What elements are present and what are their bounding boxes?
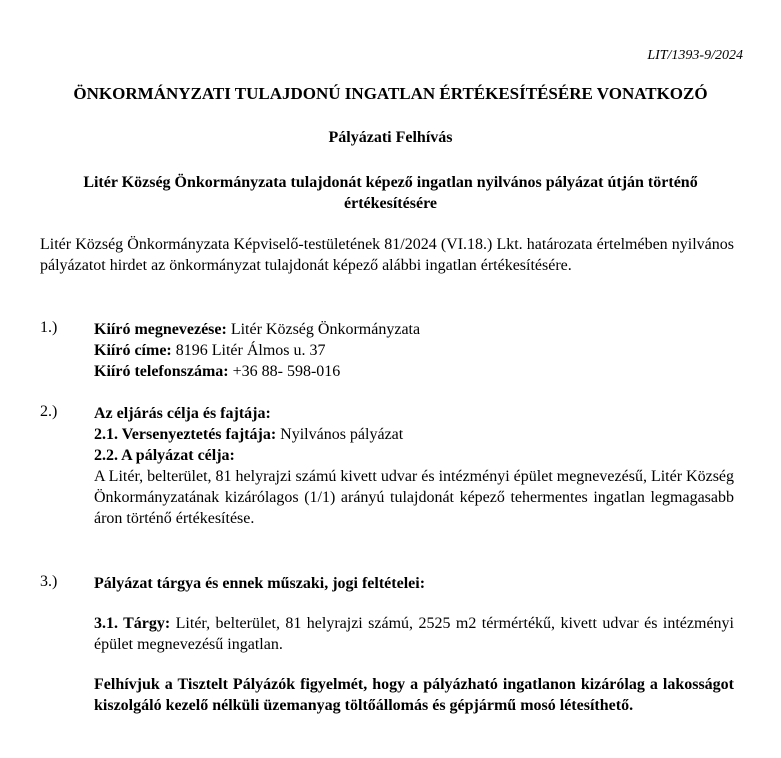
tender-goal-text: A Litér, belterület, 81 helyrajzi számú kivett udvar és intézményi épület megnevezésű, Litér Község Önkormányzatának kizárólagos (1/1) arányú tulajdonát képező tehermentes ingatlan legmagasabb áron történő értékesítése. xyxy=(94,468,735,527)
section-3-number: 3.) xyxy=(40,573,58,590)
subject-text: Litér, belterület, 81 helyrajzi számú, 2525 m2 térmértékű, kivett udvar és intézményi épület megnevezésű ingatlan. xyxy=(94,615,735,653)
section-2 xyxy=(94,403,734,529)
document-title: Litér Község Önkormányzata tulajdonát képező ingatlan nyilvános pályázat útján történő értékesítésére xyxy=(83,174,698,212)
issuer-phone-value: +36 88- 598-016 xyxy=(228,363,341,380)
document-reference-number: LIT/1393-9/2024 xyxy=(647,48,743,63)
issuer-name-value: Litér Község Önkormányzata xyxy=(226,321,421,338)
tender-goal-label: 2.2. A pályázat célja: xyxy=(94,447,235,464)
section-3 xyxy=(94,573,734,716)
issuer-name-label: Kiíró megnevezése: xyxy=(94,321,227,338)
competition-type-label: 2.1. Versenyeztetés fajtája: xyxy=(94,426,277,443)
competition-type-line xyxy=(94,424,734,445)
document-heading: ÖNKORMÁNYZATI TULAJDONÚ INGATLAN ÉRTÉKESÍTÉSÉRE VONATKOZÓ xyxy=(73,84,708,103)
issuer-phone-line xyxy=(94,361,734,382)
issuer-address-line xyxy=(94,340,734,361)
competition-type-value: Nyilvános pályázat xyxy=(276,426,404,443)
intro-paragraph: Litér Község Önkormányzata Képviselő-testületének 81/2024 (VI.18.) Lkt. határozata értelmében nyilvános pályázatot hirdet az önkormányzat tulajdonát képező alábbi ingatlan értékesítésére. xyxy=(40,236,734,274)
issuer-phone-label: Kiíró telefonszáma: xyxy=(94,363,229,380)
section-1-number: 1.) xyxy=(40,319,58,336)
issuer-address-label: Kiíró címe: xyxy=(94,342,172,359)
section-2-number: 2.) xyxy=(40,403,58,420)
restriction-notice: Felhívjuk a Tisztelt Pályázók figyelmét, hogy a pályázható ingatlanon kizárólag a lakosságot kiszolgáló kezelő nélküli üzemanyag töltőállomás és gépjármű mosó létesíthető. xyxy=(94,676,734,714)
issuer-name-line xyxy=(94,319,734,340)
section-3-heading: Pályázat tárgya és ennek műszaki, jogi feltételei: xyxy=(94,575,426,592)
section-2-heading: Az eljárás célja és fajtája: xyxy=(94,405,271,422)
subject-label: 3.1. Tárgy: xyxy=(94,615,171,632)
issuer-address-value: 8196 Litér Álmos u. 37 xyxy=(171,342,326,359)
subject-paragraph xyxy=(94,613,734,655)
section-1 xyxy=(94,319,734,382)
document-subtitle: Pályázati Felhívás xyxy=(328,129,453,146)
